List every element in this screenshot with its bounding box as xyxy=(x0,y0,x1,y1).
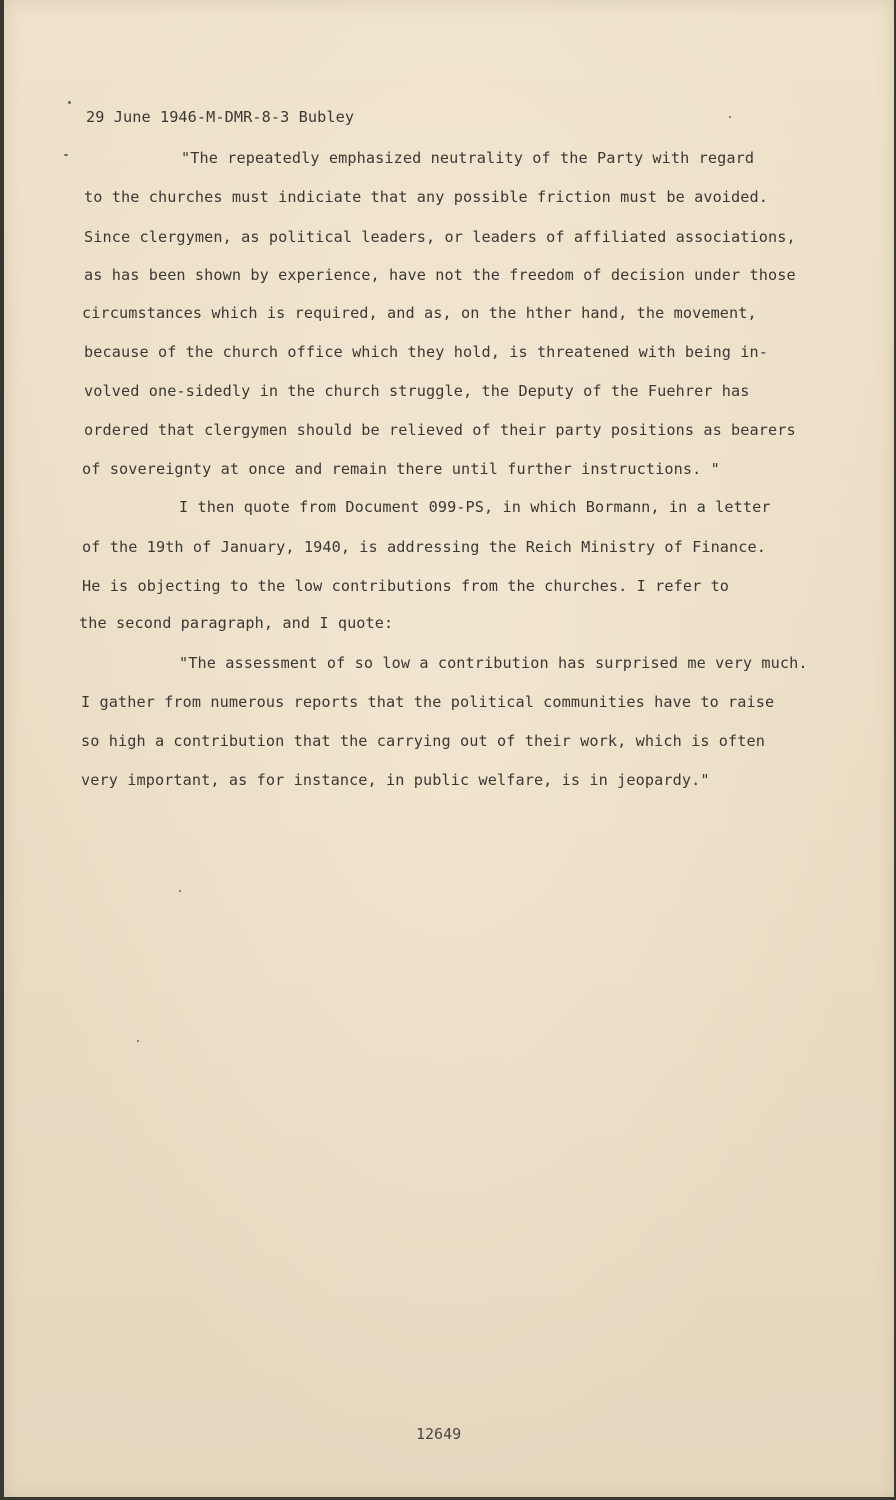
paper-speck xyxy=(137,1040,139,1042)
document-header: 29 June 1946-M-DMR-8-3 Bubley xyxy=(86,108,355,126)
document-page xyxy=(4,0,894,1497)
paragraph-1-line-2: to the churches must indiciate that any possible friction must be avoided. xyxy=(84,188,769,206)
paragraph-1-line-3: Since clergymen, as political leaders, or leaders of affiliated associations, xyxy=(84,228,796,246)
paragraph-3-line-2: I gather from numerous reports that the political communities have to raise xyxy=(81,693,775,711)
paragraph-1-line-9: of sovereignty at once and remain there until further instructions. " xyxy=(82,460,720,478)
page-number: 12649 xyxy=(416,1425,462,1443)
paragraph-1-line-5: circumstances which is required, and as, on the hther hand, the movement, xyxy=(82,304,757,322)
paper-speck xyxy=(179,890,181,892)
paragraph-1-line-4: as has been shown by experience, have not the freedom of decision under those xyxy=(84,266,796,284)
paragraph-2-line-1: I then quote from Document 099-PS, in which Bormann, in a letter xyxy=(179,498,771,516)
paragraph-1-line-7: volved one-sidedly in the church struggle, the Deputy of the Fuehrer has xyxy=(84,382,750,400)
paragraph-1-line-1: "The repeatedly emphasized neutrality of the Party with regard xyxy=(181,149,755,167)
paper-speck xyxy=(68,101,71,104)
paragraph-1-line-6: because of the church office which they hold, is threatened with being in- xyxy=(84,343,769,361)
paragraph-1-line-8: ordered that clergymen should be relieved of their party positions as bearers xyxy=(84,421,796,439)
paragraph-3-line-3: so high a contribution that the carrying out of their work, which is often xyxy=(81,732,766,750)
paragraph-3-line-4: very important, as for instance, in public welfare, is in jeopardy." xyxy=(81,771,710,789)
paragraph-2-line-2: of the 19th of January, 1940, is addressing the Reich Ministry of Finance. xyxy=(82,538,767,556)
paper-speck xyxy=(729,116,731,118)
paragraph-3-line-1: "The assessment of so low a contribution has surprised me very much. xyxy=(179,654,808,672)
paragraph-2-line-4: the second paragraph, and I quote: xyxy=(79,614,394,632)
paragraph-2-line-3: He is objecting to the low contributions from the churches. I refer to xyxy=(82,577,730,595)
paper-speck xyxy=(64,154,68,156)
